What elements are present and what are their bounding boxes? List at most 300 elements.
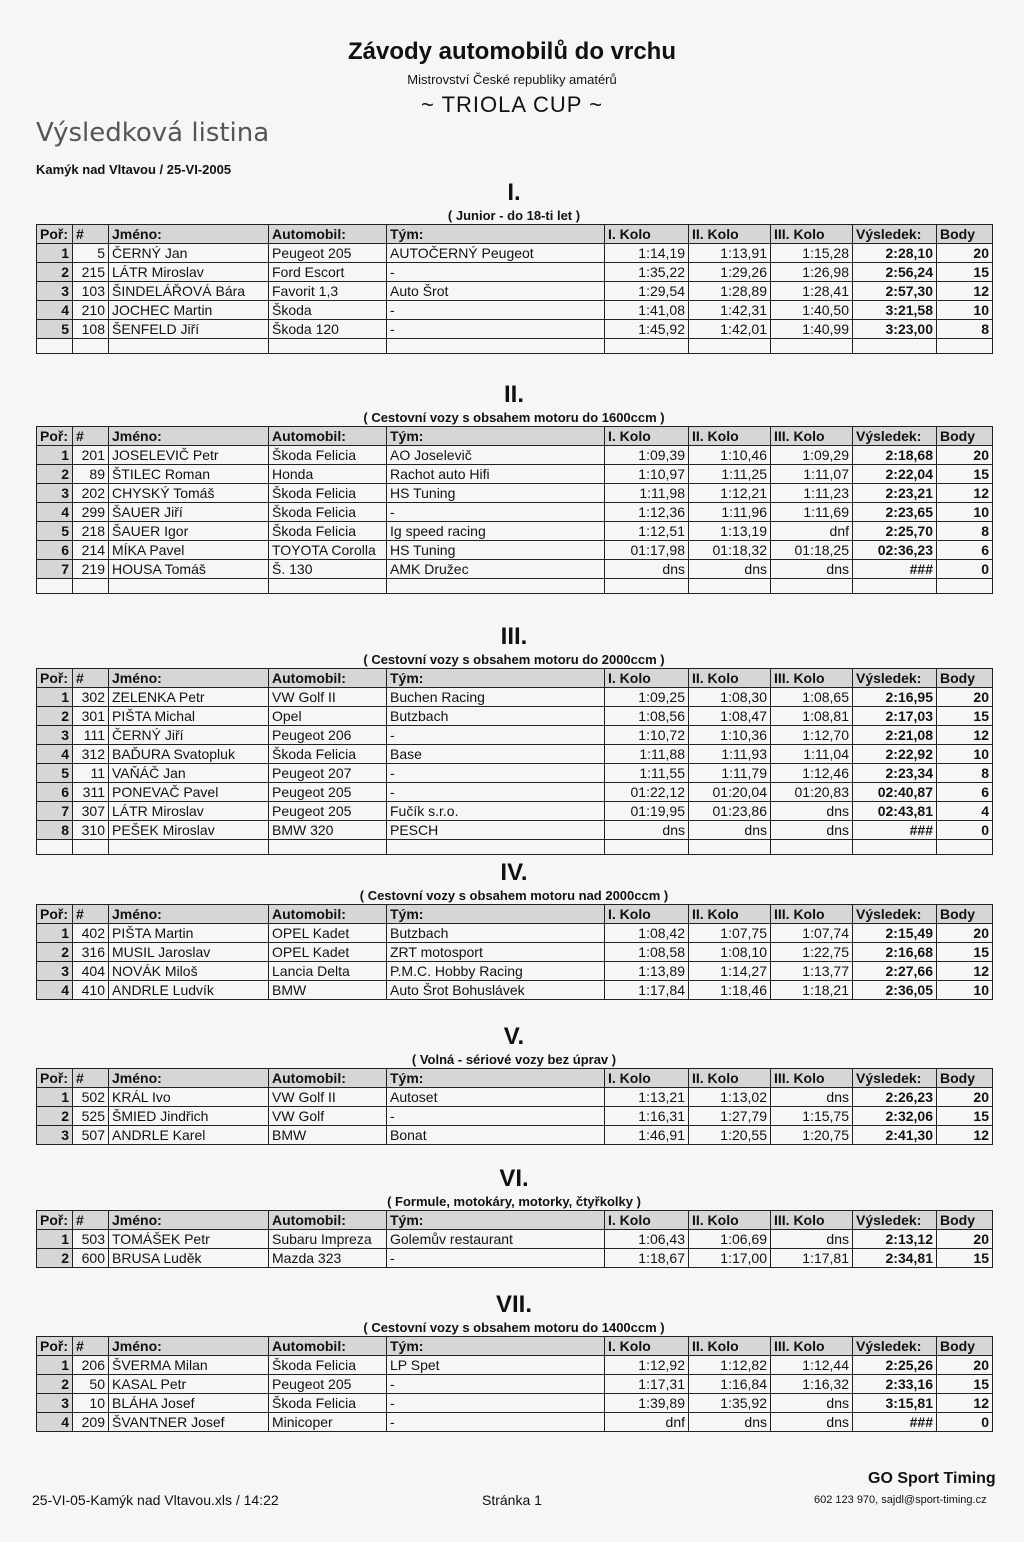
start-number-cell: 111 (73, 726, 109, 745)
column-header-run-1: I. Kolo (605, 427, 689, 446)
results-table (36, 426, 993, 594)
table-row (37, 263, 993, 282)
run-3-cell: dns (771, 1088, 853, 1107)
column-header-team: Tým: (387, 905, 605, 924)
position-cell: 5 (37, 764, 73, 783)
table-row (37, 707, 993, 726)
team-cell: - (387, 320, 605, 339)
result-cell: ### (853, 821, 937, 840)
column-header-run-1: I. Kolo (605, 1337, 689, 1356)
points-cell: 10 (937, 503, 993, 522)
run-2-cell: 1:11,93 (689, 745, 771, 764)
team-cell: PESCH (387, 821, 605, 840)
run-1-cell: 1:10,97 (605, 465, 689, 484)
table-row (37, 1249, 993, 1268)
section-number: VI. (499, 1165, 529, 1192)
points-cell: 20 (937, 924, 993, 943)
run-1-cell: 01:19,95 (605, 802, 689, 821)
results-section (36, 1164, 992, 1268)
column-header-team: Tým: (387, 427, 605, 446)
car-cell: BMW (269, 1126, 387, 1145)
column-header-points: Body (937, 225, 993, 244)
run-2-cell: 1:08,10 (689, 943, 771, 962)
run-1-cell: 1:11,98 (605, 484, 689, 503)
column-header-run-1: I. Kolo (605, 905, 689, 924)
team-cell: Buchen Racing (387, 688, 605, 707)
car-cell: Peugeot 207 (269, 764, 387, 783)
result-cell: 2:57,30 (853, 282, 937, 301)
position-cell: 4 (37, 745, 73, 764)
result-cell: 3:21,58 (853, 301, 937, 320)
run-2-cell: 1:28,89 (689, 282, 771, 301)
run-3-cell: 1:12,46 (771, 764, 853, 783)
empty-cell (771, 579, 853, 594)
result-cell: 2:41,30 (853, 1126, 937, 1145)
empty-cell (73, 579, 109, 594)
points-cell: 12 (937, 1394, 993, 1413)
run-1-cell: 1:18,67 (605, 1249, 689, 1268)
event-location-date: Kamýk nad Vltavou / 25-VI-2005 (36, 162, 232, 177)
run-1-cell: 1:41,08 (605, 301, 689, 320)
position-cell: 3 (37, 484, 73, 503)
results-table (36, 1068, 993, 1145)
results-section (36, 178, 992, 354)
team-cell: - (387, 1413, 605, 1432)
driver-name-cell: CHYSKÝ Tomáš (109, 484, 269, 503)
team-cell: HS Tuning (387, 541, 605, 560)
empty-cell (605, 339, 689, 354)
points-cell: 8 (937, 522, 993, 541)
driver-name-cell: PIŠTA Michal (109, 707, 269, 726)
start-number-cell: 402 (73, 924, 109, 943)
start-number-cell: 525 (73, 1107, 109, 1126)
empty-cell (109, 339, 269, 354)
table-header-row (37, 1211, 993, 1230)
car-cell: Škoda Felicia (269, 484, 387, 503)
points-cell: 15 (937, 1107, 993, 1126)
points-cell: 10 (937, 981, 993, 1000)
column-header-start-number: # (73, 1337, 109, 1356)
start-number-cell: 312 (73, 745, 109, 764)
team-cell: AO Joselevič (387, 446, 605, 465)
table-row (37, 981, 993, 1000)
team-cell: HS Tuning (387, 484, 605, 503)
table-header-row (37, 225, 993, 244)
driver-name-cell: MÍKA Pavel (109, 541, 269, 560)
team-cell: AMK Družec (387, 560, 605, 579)
position-cell: 6 (37, 783, 73, 802)
footer-file-name: 25-VI-05-Kamýk nad Vltavou.xls / 14:22 (32, 1492, 279, 1508)
car-cell: Škoda 120 (269, 320, 387, 339)
run-2-cell: 1:16,84 (689, 1375, 771, 1394)
driver-name-cell: LÁTR Miroslav (109, 263, 269, 282)
run-1-cell: 01:22,12 (605, 783, 689, 802)
run-3-cell: dns (771, 1394, 853, 1413)
run-3-cell: 01:20,83 (771, 783, 853, 802)
table-row (37, 1126, 993, 1145)
result-cell: 3:15,81 (853, 1394, 937, 1413)
column-header-result: Výsledek: (853, 427, 937, 446)
team-cell: Auto Šrot Bohuslávek (387, 981, 605, 1000)
car-cell: Peugeot 205 (269, 802, 387, 821)
start-number-cell: 89 (73, 465, 109, 484)
section-category: ( Volná - sériové vozy bez úprav ) (411, 1052, 617, 1067)
run-3-cell: 1:15,75 (771, 1107, 853, 1126)
team-cell: - (387, 1107, 605, 1126)
position-cell: 4 (37, 981, 73, 1000)
position-cell: 1 (37, 244, 73, 263)
result-cell: 3:23,00 (853, 320, 937, 339)
empty-cell (689, 840, 771, 855)
result-cell: 2:16,68 (853, 943, 937, 962)
column-header-car: Automobil: (269, 1337, 387, 1356)
run-3-cell: dns (771, 560, 853, 579)
start-number-cell: 316 (73, 943, 109, 962)
column-header-result: Výsledek: (853, 905, 937, 924)
result-cell: 2:15,49 (853, 924, 937, 943)
position-cell: 1 (37, 446, 73, 465)
car-cell: Škoda Felicia (269, 1394, 387, 1413)
column-header-result: Výsledek: (853, 1069, 937, 1088)
driver-name-cell: ČERNÝ Jan (109, 244, 269, 263)
team-cell: Autoset (387, 1088, 605, 1107)
results-section (36, 380, 992, 594)
run-1-cell: 1:08,58 (605, 943, 689, 962)
run-2-cell: 01:20,04 (689, 783, 771, 802)
car-cell: Peugeot 205 (269, 1375, 387, 1394)
team-cell: Golemův restaurant (387, 1230, 605, 1249)
table-row (37, 688, 993, 707)
empty-cell (689, 579, 771, 594)
run-2-cell: 1:06,69 (689, 1230, 771, 1249)
start-number-cell: 219 (73, 560, 109, 579)
table-row (37, 802, 993, 821)
driver-name-cell: BRUSA Luděk (109, 1249, 269, 1268)
start-number-cell: 600 (73, 1249, 109, 1268)
column-header-run-3: III. Kolo (771, 669, 853, 688)
column-header-points: Body (937, 1069, 993, 1088)
car-cell: Honda (269, 465, 387, 484)
points-cell: 15 (937, 263, 993, 282)
column-header-driver-name: Jméno: (109, 669, 269, 688)
team-cell: Ig speed racing (387, 522, 605, 541)
points-cell: 20 (937, 1088, 993, 1107)
results-heading: Výsledková listina (36, 118, 270, 148)
start-number-cell: 206 (73, 1356, 109, 1375)
run-3-cell: 1:08,81 (771, 707, 853, 726)
empty-cell (73, 840, 109, 855)
driver-name-cell: ČERNÝ Jiří (109, 726, 269, 745)
position-cell: 1 (37, 1088, 73, 1107)
empty-cell (73, 339, 109, 354)
result-cell: 2:21,08 (853, 726, 937, 745)
column-header-points: Body (937, 1337, 993, 1356)
column-header-position: Poř: (37, 1211, 73, 1230)
run-1-cell: 1:17,31 (605, 1375, 689, 1394)
run-3-cell: 1:07,74 (771, 924, 853, 943)
result-cell: 02:43,81 (853, 802, 937, 821)
car-cell: Škoda Felicia (269, 522, 387, 541)
position-cell: 3 (37, 962, 73, 981)
column-header-driver-name: Jméno: (109, 1069, 269, 1088)
column-header-result: Výsledek: (853, 669, 937, 688)
driver-name-cell: KRÁL Ivo (109, 1088, 269, 1107)
table-row (37, 301, 993, 320)
run-2-cell: 01:23,86 (689, 802, 771, 821)
start-number-cell: 302 (73, 688, 109, 707)
table-header-row (37, 669, 993, 688)
run-1-cell: dnf (605, 1413, 689, 1432)
empty-row (37, 840, 993, 855)
position-cell: 3 (37, 282, 73, 301)
cup-name: ~ TRIOLA CUP ~ (421, 92, 603, 117)
table-row (37, 943, 993, 962)
car-cell: Lancia Delta (269, 962, 387, 981)
result-cell: 02:40,87 (853, 783, 937, 802)
points-cell: 15 (937, 1375, 993, 1394)
result-cell: 2:26,23 (853, 1088, 937, 1107)
run-3-cell: 1:13,77 (771, 962, 853, 981)
table-row (37, 1375, 993, 1394)
points-cell: 20 (937, 1230, 993, 1249)
column-header-result: Výsledek: (853, 225, 937, 244)
table-row (37, 244, 993, 263)
team-cell: Bonat (387, 1126, 605, 1145)
start-number-cell: 108 (73, 320, 109, 339)
section-category: ( Cestovní vozy s obsahem motoru do 1400ccm ) (363, 1320, 665, 1335)
car-cell: Škoda Felicia (269, 446, 387, 465)
points-cell: 20 (937, 446, 993, 465)
car-cell: VW Golf (269, 1107, 387, 1126)
driver-name-cell: JOCHEC Martin (109, 301, 269, 320)
column-header-position: Poř: (37, 1337, 73, 1356)
driver-name-cell: MUSIL Jaroslav (109, 943, 269, 962)
column-header-position: Poř: (37, 1069, 73, 1088)
result-cell: 2:32,06 (853, 1107, 937, 1126)
column-header-car: Automobil: (269, 669, 387, 688)
section-category: ( Junior - do 18-ti let ) (447, 208, 581, 223)
points-cell: 10 (937, 745, 993, 764)
driver-name-cell: HOUSA Tomáš (109, 560, 269, 579)
empty-cell (771, 339, 853, 354)
run-2-cell: 1:27,79 (689, 1107, 771, 1126)
points-cell: 20 (937, 688, 993, 707)
run-3-cell: 1:11,07 (771, 465, 853, 484)
table-row (37, 821, 993, 840)
empty-cell (269, 579, 387, 594)
column-header-position: Poř: (37, 225, 73, 244)
column-header-points: Body (937, 1211, 993, 1230)
section-number: VII. (495, 1291, 532, 1318)
run-3-cell: 1:11,69 (771, 503, 853, 522)
empty-cell (37, 339, 73, 354)
table-row (37, 1107, 993, 1126)
run-2-cell: 1:08,47 (689, 707, 771, 726)
run-3-cell: 1:12,70 (771, 726, 853, 745)
empty-row (37, 339, 993, 354)
column-header-points: Body (937, 669, 993, 688)
position-cell: 3 (37, 1126, 73, 1145)
position-cell: 2 (37, 1249, 73, 1268)
run-1-cell: 1:45,92 (605, 320, 689, 339)
points-cell: 4 (937, 802, 993, 821)
run-3-cell: 1:09,29 (771, 446, 853, 465)
position-cell: 2 (37, 1375, 73, 1394)
table-row (37, 962, 993, 981)
run-2-cell: 01:18,32 (689, 541, 771, 560)
section-category: ( Cestovní vozy s obsahem motoru nad 2000ccm ) (359, 888, 669, 903)
result-cell: 2:22,04 (853, 465, 937, 484)
start-number-cell: 502 (73, 1088, 109, 1107)
start-number-cell: 10 (73, 1394, 109, 1413)
car-cell: Š. 130 (269, 560, 387, 579)
run-3-cell: 01:18,25 (771, 541, 853, 560)
table-header-row (37, 905, 993, 924)
result-cell: ### (853, 560, 937, 579)
column-header-run-2: II. Kolo (689, 1069, 771, 1088)
car-cell: Favorit 1,3 (269, 282, 387, 301)
column-header-run-2: II. Kolo (689, 225, 771, 244)
empty-cell (387, 579, 605, 594)
empty-cell (37, 579, 73, 594)
run-3-cell: 1:26,98 (771, 263, 853, 282)
empty-cell (605, 840, 689, 855)
driver-name-cell: VAŇÁČ Jan (109, 764, 269, 783)
position-cell: 7 (37, 560, 73, 579)
driver-name-cell: BAĎURA Svatopluk (109, 745, 269, 764)
start-number-cell: 310 (73, 821, 109, 840)
table-row (37, 446, 993, 465)
run-1-cell: 1:08,56 (605, 707, 689, 726)
run-3-cell: dns (771, 802, 853, 821)
points-cell: 12 (937, 962, 993, 981)
team-cell: Rachot auto Hifi (387, 465, 605, 484)
team-cell: Fučík s.r.o. (387, 802, 605, 821)
empty-cell (387, 339, 605, 354)
run-2-cell: 1:12,21 (689, 484, 771, 503)
empty-cell (37, 840, 73, 855)
run-2-cell: 1:11,25 (689, 465, 771, 484)
column-header-run-2: II. Kolo (689, 905, 771, 924)
car-cell: BMW (269, 981, 387, 1000)
driver-name-cell: ŠTILEC Roman (109, 465, 269, 484)
start-number-cell: 210 (73, 301, 109, 320)
position-cell: 1 (37, 688, 73, 707)
start-number-cell: 410 (73, 981, 109, 1000)
section-category: ( Cestovní vozy s obsahem motoru do 1600ccm ) (363, 410, 665, 425)
empty-cell (853, 579, 937, 594)
column-header-run-1: I. Kolo (605, 225, 689, 244)
run-2-cell: 1:29,26 (689, 263, 771, 282)
run-3-cell: 1:22,75 (771, 943, 853, 962)
table-header-row (37, 1069, 993, 1088)
position-cell: 5 (37, 522, 73, 541)
start-number-cell: 404 (73, 962, 109, 981)
points-cell: 6 (937, 541, 993, 560)
car-cell: Minicoper (269, 1413, 387, 1432)
section-number: II. (503, 381, 524, 408)
page-subtitle: Mistrovství České republiky amatérů (407, 72, 617, 87)
table-row (37, 1230, 993, 1249)
car-cell: VW Golf II (269, 688, 387, 707)
page-title: Závody automobilů do vrchu (347, 38, 677, 65)
empty-cell (771, 840, 853, 855)
column-header-run-2: II. Kolo (689, 427, 771, 446)
position-cell: 4 (37, 503, 73, 522)
driver-name-cell: ŠVERMA Milan (109, 1356, 269, 1375)
driver-name-cell: ŠAUER Jiří (109, 503, 269, 522)
driver-name-cell: ŠMIED Jindřich (109, 1107, 269, 1126)
run-1-cell: 1:09,39 (605, 446, 689, 465)
run-2-cell: 1:42,01 (689, 320, 771, 339)
car-cell: Peugeot 205 (269, 783, 387, 802)
points-cell: 6 (937, 783, 993, 802)
run-1-cell: 1:16,31 (605, 1107, 689, 1126)
team-cell: AUTOČERNÝ Peugeot (387, 244, 605, 263)
empty-cell (689, 339, 771, 354)
run-3-cell: dns (771, 1413, 853, 1432)
empty-cell (853, 339, 937, 354)
empty-cell (937, 840, 993, 855)
run-1-cell: dns (605, 821, 689, 840)
table-row (37, 1394, 993, 1413)
run-1-cell: 1:39,89 (605, 1394, 689, 1413)
result-cell: 2:36,05 (853, 981, 937, 1000)
position-cell: 3 (37, 1394, 73, 1413)
position-cell: 2 (37, 707, 73, 726)
run-1-cell: 1:12,51 (605, 522, 689, 541)
driver-name-cell: PIŠTA Martin (109, 924, 269, 943)
team-cell: - (387, 503, 605, 522)
position-cell: 5 (37, 320, 73, 339)
driver-name-cell: TOMÁŠEK Petr (109, 1230, 269, 1249)
empty-cell (853, 840, 937, 855)
team-cell: - (387, 726, 605, 745)
driver-name-cell: BLÁHA Josef (109, 1394, 269, 1413)
start-number-cell: 11 (73, 764, 109, 783)
driver-name-cell: NOVÁK Miloš (109, 962, 269, 981)
table-row (37, 1356, 993, 1375)
team-cell: Base (387, 745, 605, 764)
empty-cell (937, 339, 993, 354)
points-cell: 12 (937, 1126, 993, 1145)
car-cell: Subaru Impreza (269, 1230, 387, 1249)
result-cell: 2:13,12 (853, 1230, 937, 1249)
results-table (36, 224, 993, 354)
position-cell: 1 (37, 1230, 73, 1249)
result-cell: 2:23,65 (853, 503, 937, 522)
table-row (37, 522, 993, 541)
empty-row (37, 579, 993, 594)
table-row (37, 1413, 993, 1432)
column-header-run-3: III. Kolo (771, 1337, 853, 1356)
column-header-team: Tým: (387, 225, 605, 244)
column-header-car: Automobil: (269, 1211, 387, 1230)
start-number-cell: 503 (73, 1230, 109, 1249)
table-row (37, 745, 993, 764)
table-row (37, 764, 993, 783)
column-header-position: Poř: (37, 669, 73, 688)
empty-cell (387, 840, 605, 855)
run-3-cell: 1:11,04 (771, 745, 853, 764)
team-cell: - (387, 263, 605, 282)
result-cell: 2:28,10 (853, 244, 937, 263)
run-2-cell: 1:14,27 (689, 962, 771, 981)
car-cell: BMW 320 (269, 821, 387, 840)
run-2-cell: 1:11,79 (689, 764, 771, 783)
run-2-cell: dns (689, 1413, 771, 1432)
column-header-run-3: III. Kolo (771, 427, 853, 446)
